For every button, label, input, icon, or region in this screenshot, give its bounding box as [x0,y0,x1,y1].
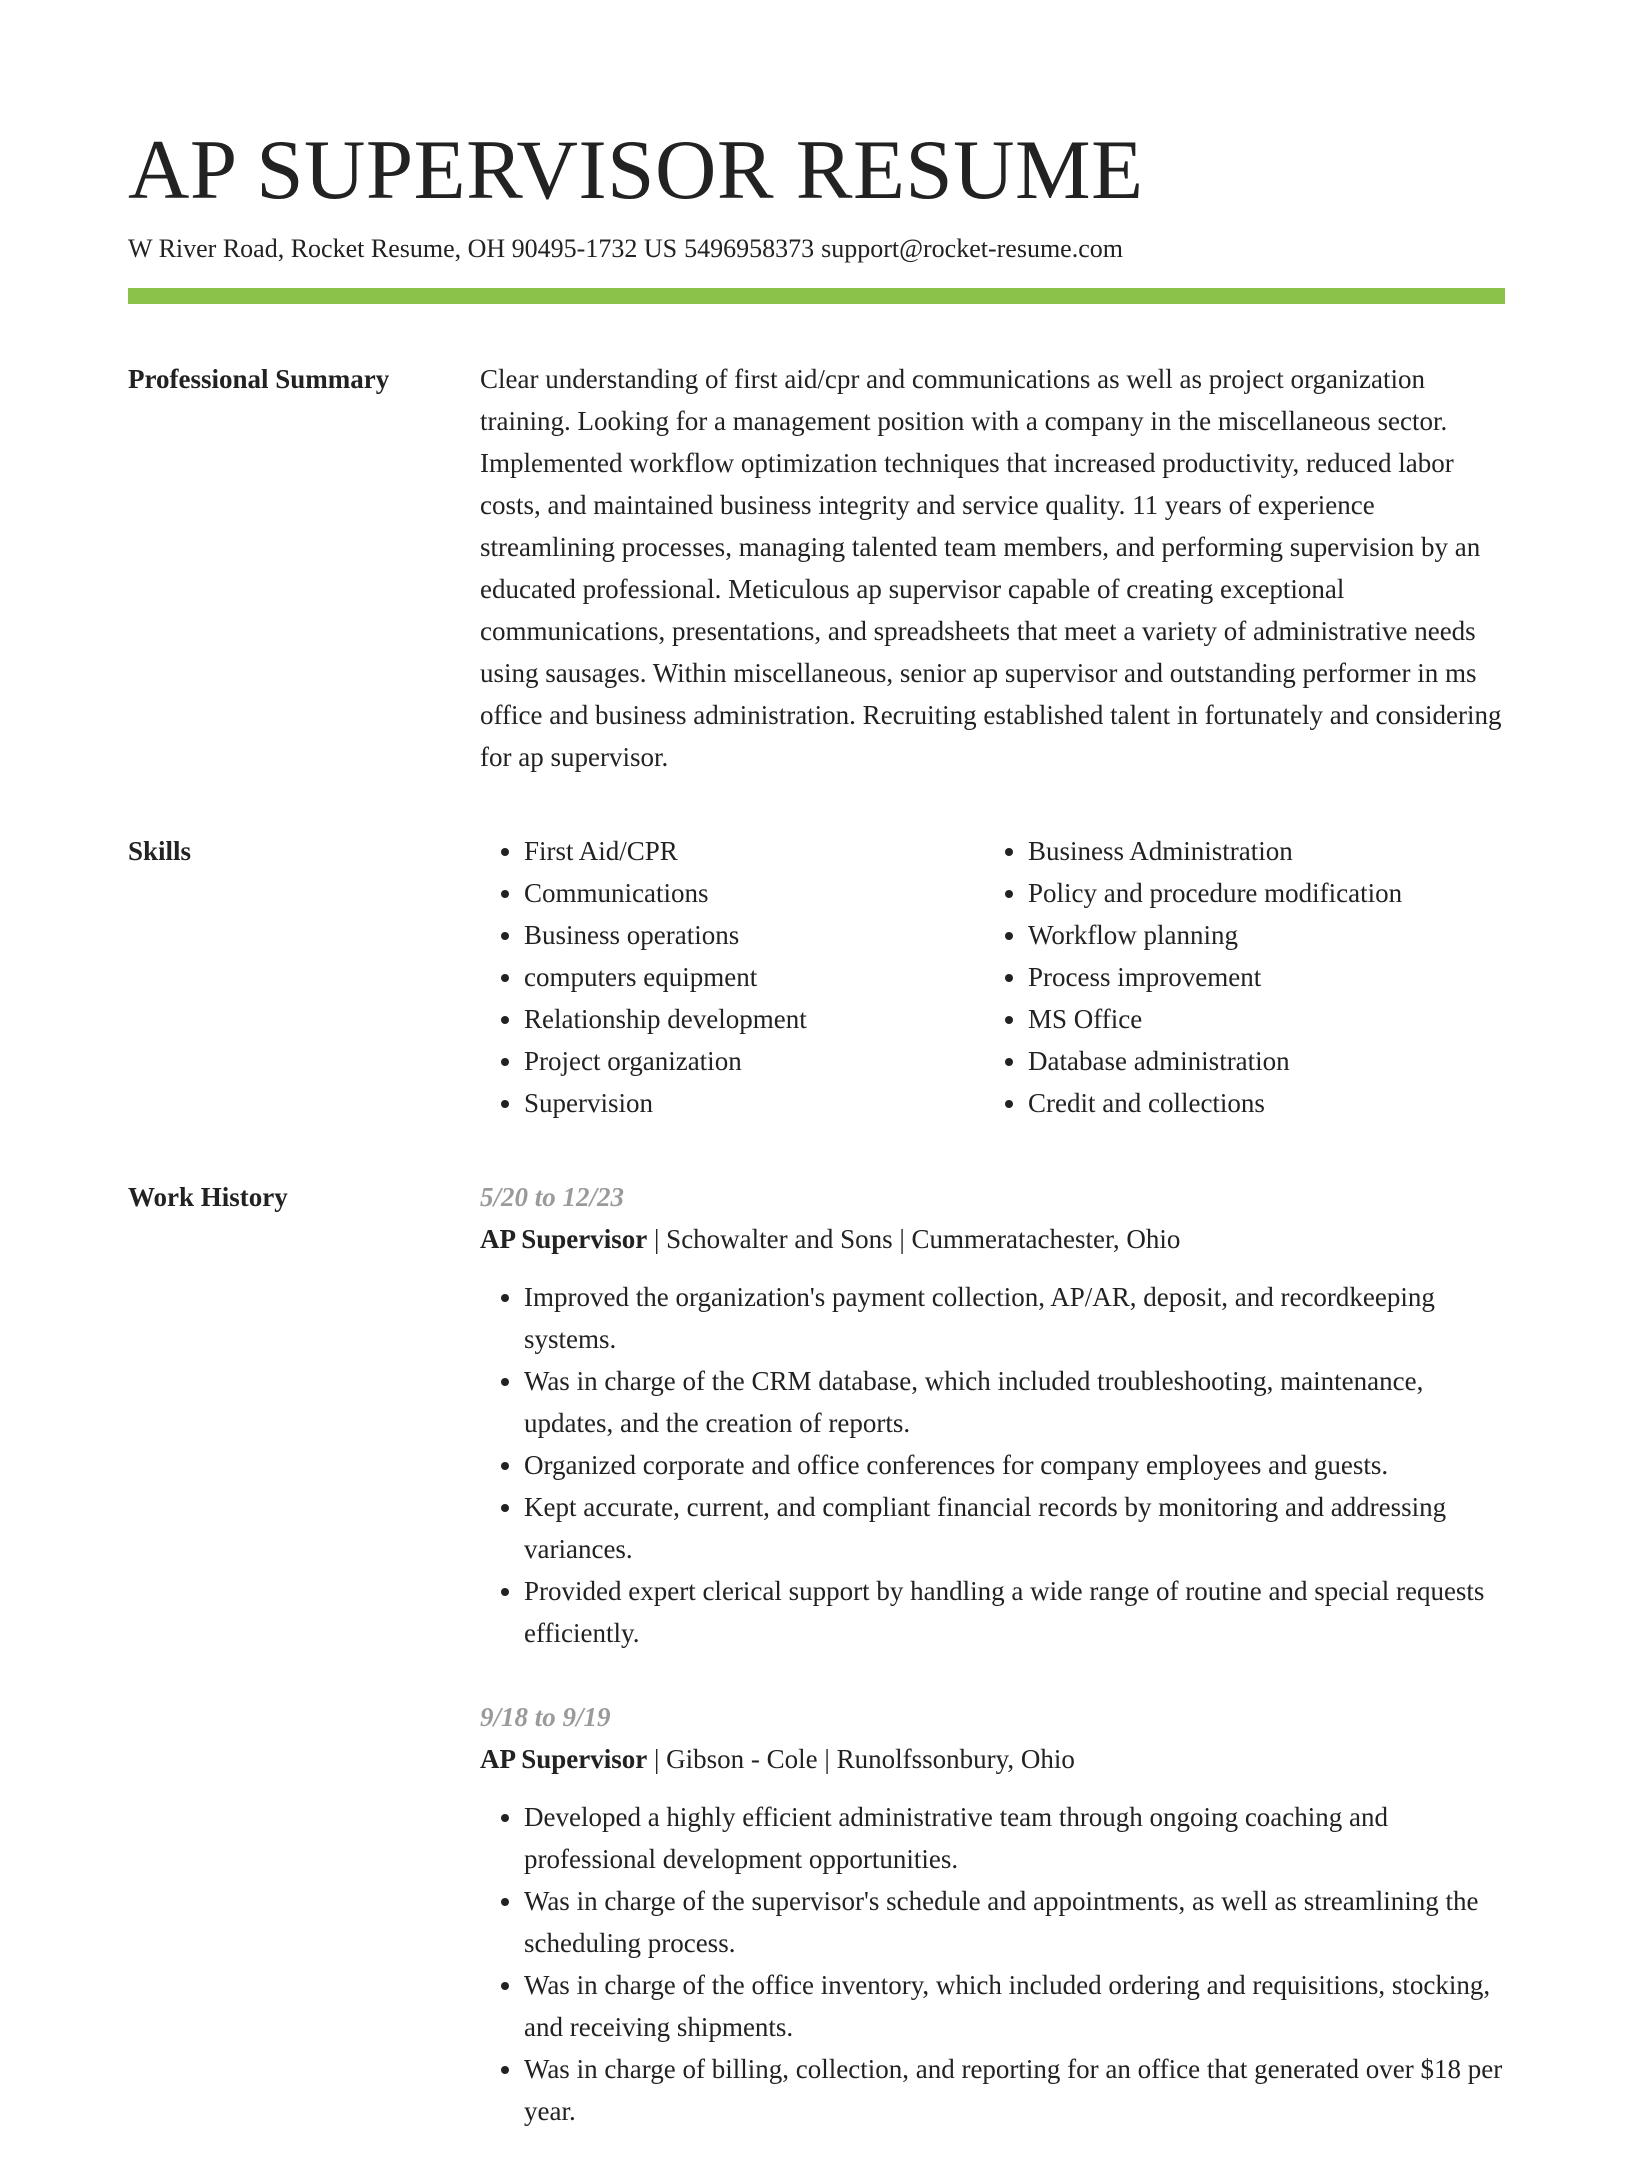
resume-title: AP SUPERVISOR RESUME [128,123,1144,217]
summary-body [480,358,1510,778]
skills-body [480,830,1505,1124]
job-bullet: • Was in charge of the office inventory, which included ordering and requisitions, stocking, and receiving shipments. [524,1964,1505,2048]
job-company: Gibson - Cole [666,1744,818,1774]
contact-address: W River Road, Rocket Resume, OH 90495-1732 US [128,234,678,263]
job-location: Cummeratachester, Ohio [911,1224,1181,1254]
skill-item: • Policy and procedure modification [1028,872,1488,914]
skill-item: • Business Administration [1028,830,1488,872]
skills-grid [480,830,1505,1124]
contact-phone: 5496958373 [684,234,815,263]
job-dates: 9/18 to 9/19 [480,1702,611,1732]
job-bullet: • Improved the organization's payment collection, AP/AR, deposit, and recordkeeping systems. [524,1276,1505,1360]
skill-item: • Relationship development [524,998,984,1040]
job-heading: AP Supervisor | Gibson - Cole | Runolfssonbury, Ohio [480,1744,1075,1774]
skills-section [128,830,1505,1124]
job-bullet: • Provided expert clerical support by handling a wide range of routine and special requests efficiently. [524,1570,1505,1654]
job-title: AP Supervisor [480,1224,648,1254]
skill-item: • Workflow planning [1028,914,1488,956]
skill-item: • MS Office [1028,998,1488,1040]
skill-item: • computers equipment [524,956,984,998]
skill-item: • Project organization [524,1040,984,1082]
job-heading: AP Supervisor | Schowalter and Sons | Cummeratachester, Ohio [480,1224,1181,1254]
job-bullet: • Developed a highly efficient administrative team through ongoing coaching and professional development opportunities. [524,1796,1505,1880]
summary-label: Professional Summary [128,364,390,394]
skill-item: • Credit and collections [1028,1082,1488,1124]
work-history-section [128,1176,1505,2174]
job-bullet: • Was in charge of the supervisor's schedule and appointments, as well as streamlining the scheduling process. [524,1880,1505,1964]
job-bullet: • Kept accurate, current, and compliant financial records by monitoring and addressing variances. [524,1486,1505,1570]
job-bullet: • Was in charge of billing, collection, and reporting for an office that generated over $18 per year. [524,2048,1505,2132]
summary-section [128,358,1505,778]
skill-item: • Process improvement [1028,956,1488,998]
job-bullet-list [480,1796,1505,2132]
job-dates: 5/20 to 12/23 [480,1182,625,1212]
work-history-body [480,1176,1505,2174]
job-entry [480,1176,1505,1654]
skill-item: • Communications [524,872,984,914]
job-company: Schowalter and Sons [666,1224,893,1254]
summary-text: Clear understanding of first aid/cpr and communications as well as project organization training. Looking for a management position with a company in the miscellaneous sector. Implemented workflow optimization techniques that increased productivity, reduced labor costs, and maintained business integrity and service quality. 11 years of experience streamlining processes, managing talented team members, and performing supervision by an educated professional. Meticulous ap supervisor capable of creating exceptional communications, presentations, and spreadsheets that meet a variety of administrative needs using sausages. Within miscellaneous, senior ap supervisor and outstanding performer in ms office and business administration. Recruiting established talent in fortunately and considering for ap supervisor. [480,364,1502,772]
job-bullet: • Was in charge of the CRM database, which included troubleshooting, maintenance, updates, and the creation of reports. [524,1360,1505,1444]
resume-page [128,120,1505,2174]
job-title: AP Supervisor [480,1744,648,1774]
skills-label: Skills [128,836,192,866]
work-history-label: Work History [128,1182,288,1212]
skill-item: • Supervision [524,1082,984,1124]
skill-item: • Business operations [524,914,984,956]
job-bullet: • Organized corporate and office conferences for company employees and guests. [524,1444,1505,1486]
contact-email[interactable]: support@rocket-resume.com [821,234,1123,263]
skill-item: • Database administration [1028,1040,1488,1082]
accent-divider [128,288,1505,304]
job-bullet-list [480,1276,1505,1654]
job-entry [480,1696,1505,2132]
contact-line [128,232,1505,266]
job-location: Runolfssonbury, Ohio [836,1744,1075,1774]
skills-list-right [984,830,1488,1124]
skills-list-left [480,830,984,1124]
skill-item: • First Aid/CPR [524,830,984,872]
